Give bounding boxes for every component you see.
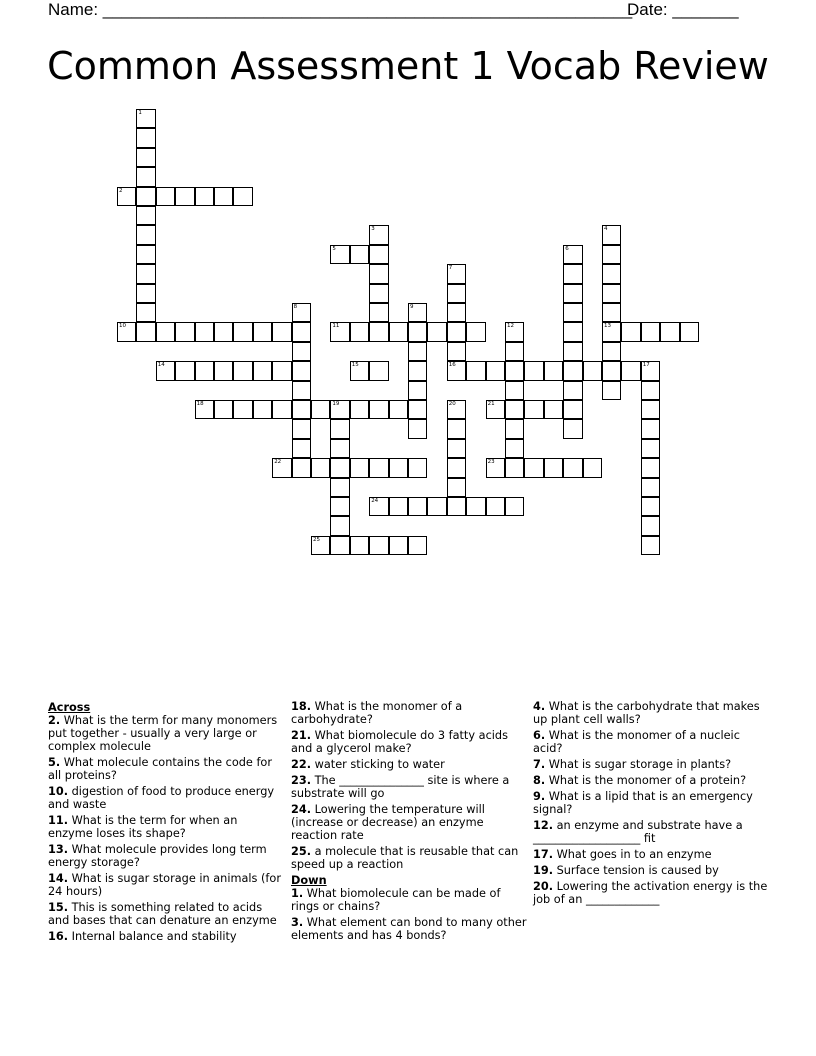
crossword-cell[interactable] [408, 419, 427, 438]
crossword-cell[interactable] [292, 400, 311, 419]
clue-text: a molecule that is reusable that can speed up a reaction [291, 845, 519, 871]
crossword-cell[interactable] [156, 322, 175, 341]
crossword-cell[interactable] [641, 381, 660, 400]
clue-text: What biomolecule do 3 fatty acids and a glycerol make? [291, 729, 508, 755]
crossword-cell[interactable] [292, 439, 311, 458]
crossword-cell[interactable] [136, 322, 155, 341]
clue [48, 843, 284, 869]
clue [291, 700, 527, 726]
clue-number: 18. [291, 700, 312, 713]
crossword-cell[interactable] [408, 342, 427, 361]
crossword-cell[interactable] [447, 419, 466, 438]
crossword-cell[interactable] [408, 381, 427, 400]
crossword-cell[interactable] [233, 361, 252, 380]
crossword-cell[interactable] [602, 284, 621, 303]
crossword-cell[interactable] [292, 419, 311, 438]
crossword-cell[interactable] [524, 361, 543, 380]
clue [48, 872, 284, 898]
crossword-cell[interactable] [641, 516, 660, 535]
cell-number: 6 [565, 245, 569, 252]
crossword-cell[interactable] [447, 322, 466, 341]
crossword-cell[interactable] [136, 148, 155, 167]
crossword-cell[interactable] [641, 478, 660, 497]
clue-number: 21. [291, 729, 312, 742]
clue-number: 22. [291, 758, 312, 771]
crossword-cell[interactable] [369, 497, 388, 516]
crossword-cell[interactable] [195, 361, 214, 380]
crossword-cell[interactable] [641, 361, 660, 380]
crossword-cell[interactable] [447, 361, 466, 380]
cell-number: 20 [448, 401, 456, 407]
crossword-cell[interactable] [408, 536, 427, 555]
crossword-cell[interactable] [136, 128, 155, 147]
crossword-cell[interactable] [369, 264, 388, 283]
clue-text: water sticking to water [311, 758, 445, 771]
clue-text: an enzyme and substrate have a ___________________ fit [533, 819, 743, 845]
crossword-cell[interactable] [292, 458, 311, 477]
clue [48, 785, 284, 811]
crossword-cell[interactable] [195, 187, 214, 206]
clue-text: What is the monomer of a protein? [545, 774, 747, 787]
crossword-cell[interactable] [447, 458, 466, 477]
crossword-cell[interactable] [408, 400, 427, 419]
clue [533, 880, 769, 906]
crossword-cell[interactable] [292, 361, 311, 380]
crossword-cell[interactable] [214, 322, 233, 341]
crossword-cell[interactable] [563, 361, 582, 380]
crossword-cell[interactable] [369, 225, 388, 244]
crossword-cell[interactable] [602, 245, 621, 264]
crossword-cell[interactable] [233, 322, 252, 341]
cell-number: 9 [410, 304, 414, 310]
crossword-cell[interactable] [524, 400, 543, 419]
crossword-cell[interactable] [641, 419, 660, 438]
section-heading-down: Down [291, 874, 327, 887]
crossword-cell[interactable] [330, 245, 349, 264]
cell-number: 25 [313, 536, 320, 543]
clue-number: 13. [48, 843, 69, 856]
crossword-cell[interactable] [136, 284, 155, 303]
crossword-cell[interactable] [447, 439, 466, 458]
crossword-cell[interactable] [427, 497, 446, 516]
clue-text: Internal balance and stability [68, 930, 237, 943]
crossword-cell[interactable] [486, 458, 505, 477]
clue-text: Lowering the temperature will (increase or decrease) an enzyme reaction rate [291, 803, 485, 842]
crossword-cell[interactable] [311, 458, 330, 477]
cell-number: 4 [604, 226, 608, 233]
crossword-cell[interactable] [641, 497, 660, 516]
crossword-cell[interactable] [505, 419, 524, 438]
crossword-cell[interactable] [389, 458, 408, 477]
crossword-cell[interactable] [563, 322, 582, 341]
clue [533, 774, 769, 787]
cell-number: 10 [119, 323, 126, 330]
clue-text: digestion of food to produce energy and waste [48, 785, 275, 811]
crossword-cell[interactable] [369, 536, 388, 555]
crossword-cell[interactable] [195, 322, 214, 341]
crossword-cell[interactable] [253, 400, 272, 419]
crossword-cell[interactable] [175, 187, 194, 206]
crossword-cell[interactable] [389, 536, 408, 555]
crossword-cell[interactable] [350, 400, 369, 419]
cell-number: 5 [332, 245, 336, 252]
clue-text: What is the term for when an enzyme loses its shape? [48, 814, 238, 840]
crossword-cell[interactable] [641, 400, 660, 419]
clue [48, 714, 284, 753]
crossword-cell[interactable] [117, 187, 136, 206]
clue-text: What molecule contains the code for all proteins? [48, 756, 272, 782]
crossword-cell[interactable] [330, 458, 349, 477]
clue [291, 729, 527, 755]
clue-text: What is the term for many monomers put together - usually a very large or complex molecule [48, 714, 278, 753]
clue-number: 19. [533, 864, 554, 877]
crossword-cell[interactable] [563, 264, 582, 283]
cell-number: 19 [332, 401, 340, 407]
crossword-cell[interactable] [175, 361, 194, 380]
crossword-cell[interactable] [117, 322, 136, 341]
cell-number: 8 [293, 304, 298, 310]
clue-column-3 [533, 700, 769, 909]
crossword-cell[interactable] [505, 381, 524, 400]
crossword-cell[interactable] [272, 322, 291, 341]
crossword-cell[interactable] [641, 322, 660, 341]
clue-number: 2. [48, 714, 61, 727]
crossword-cell[interactable] [408, 458, 427, 477]
clue-text: What element can bond to many other elements and has 4 bonds? [291, 916, 527, 942]
crossword-cell[interactable] [233, 187, 252, 206]
crossword-cell[interactable] [524, 458, 543, 477]
crossword-cell[interactable] [389, 322, 408, 341]
crossword-cell[interactable] [427, 322, 446, 341]
crossword-cell[interactable] [486, 400, 505, 419]
cell-number: 22 [274, 459, 282, 466]
crossword-cell[interactable] [563, 284, 582, 303]
crossword-cell[interactable] [330, 478, 349, 497]
crossword-cell[interactable] [233, 400, 252, 419]
crossword-cell[interactable] [214, 400, 233, 419]
crossword-cell[interactable] [602, 322, 621, 341]
crossword-cell[interactable] [563, 458, 582, 477]
clue-number: 17. [533, 848, 554, 861]
clue-number: 5. [48, 756, 61, 769]
cell-number: 7 [448, 265, 453, 272]
crossword-cell[interactable] [563, 419, 582, 438]
crossword-cell[interactable] [311, 400, 330, 419]
crossword-cell[interactable] [447, 497, 466, 516]
crossword-cell[interactable] [389, 497, 408, 516]
crossword-cell[interactable] [447, 478, 466, 497]
clue-text: What is the monomer of a carbohydrate? [291, 700, 463, 726]
crossword-cell[interactable] [602, 225, 621, 244]
crossword-cell[interactable] [350, 245, 369, 264]
clue-number: 15. [48, 901, 69, 914]
clue-text: What goes in to an enzyme [553, 848, 712, 861]
clue-text: What molecule provides long term energy storage? [48, 843, 267, 869]
crossword-cell[interactable] [621, 322, 640, 341]
crossword-cell[interactable] [369, 303, 388, 322]
cell-number: 17 [642, 362, 650, 369]
crossword-cell[interactable] [563, 342, 582, 361]
crossword-cell[interactable] [505, 400, 524, 419]
crossword-cell[interactable] [505, 497, 524, 516]
clue-text: What is the carbohydrate that makes up plant cell walls? [533, 700, 760, 726]
crossword-cell[interactable] [175, 322, 194, 341]
crossword-cell[interactable] [136, 225, 155, 244]
crossword-cell[interactable] [563, 245, 582, 264]
crossword-cell[interactable] [544, 458, 563, 477]
cell-number: 21 [487, 401, 495, 407]
clue-number: 4. [533, 700, 546, 713]
clue [291, 916, 527, 942]
crossword-cell[interactable] [389, 400, 408, 419]
cell-number: 2 [119, 187, 123, 194]
crossword-cell[interactable] [195, 400, 214, 419]
crossword-cell[interactable] [447, 303, 466, 322]
clue-text: What is sugar storage in plants? [545, 758, 732, 771]
crossword-cell[interactable] [408, 361, 427, 380]
crossword-cell[interactable] [408, 322, 427, 341]
clue-number: 9. [533, 790, 546, 803]
clue [533, 790, 769, 816]
clue-text: What is a lipid that is an emergency signal? [533, 790, 753, 816]
crossword-cell[interactable] [447, 264, 466, 283]
clue-text: What biomolecule can be made of rings or chains? [291, 887, 501, 913]
crossword-cell[interactable] [641, 458, 660, 477]
clue-text: Surface tension is caused by [553, 864, 719, 877]
crossword-cell[interactable] [505, 361, 524, 380]
cell-number: 24 [371, 498, 379, 504]
crossword-cell[interactable] [447, 342, 466, 361]
clue [48, 756, 284, 782]
crossword-cell[interactable] [447, 284, 466, 303]
crossword-cell[interactable] [369, 400, 388, 419]
crossword-cell[interactable] [563, 381, 582, 400]
crossword-cell[interactable] [136, 187, 155, 206]
clue-number: 24. [291, 803, 312, 816]
crossword-cell[interactable] [350, 361, 369, 380]
crossword-cell[interactable] [505, 322, 524, 341]
crossword-cell[interactable] [214, 187, 233, 206]
clue [291, 887, 527, 913]
crossword-cell[interactable] [466, 361, 485, 380]
clue [533, 848, 769, 861]
crossword-cell[interactable] [136, 167, 155, 186]
clue-text: Lowering the activation energy is the job of an _____________ [533, 880, 768, 906]
clue-number: 10. [48, 785, 69, 798]
clue-text: What is sugar storage in animals (for 24 hours) [48, 872, 281, 898]
clue-number: 7. [533, 758, 546, 771]
clue [48, 814, 284, 840]
crossword-cell[interactable] [214, 361, 233, 380]
crossword-cell[interactable] [136, 303, 155, 322]
crossword-cell[interactable] [330, 322, 349, 341]
crossword-cell[interactable] [621, 361, 640, 380]
crossword-cell[interactable] [583, 361, 602, 380]
clue-number: 8. [533, 774, 546, 787]
crossword-cell[interactable] [136, 109, 155, 128]
crossword-cell[interactable] [641, 439, 660, 458]
clue-number: 16. [48, 930, 69, 943]
crossword-cell[interactable] [369, 322, 388, 341]
crossword-cell[interactable] [253, 322, 272, 341]
crossword-cell[interactable] [350, 536, 369, 555]
crossword-cell[interactable] [292, 303, 311, 322]
page-title: Common Assessment 1 Vocab Review [47, 44, 769, 88]
clue [291, 803, 527, 842]
crossword-cell[interactable] [408, 303, 427, 322]
clue-number: 1. [291, 887, 304, 900]
clue [533, 729, 769, 755]
crossword-cell[interactable] [136, 264, 155, 283]
crossword-cell[interactable] [602, 381, 621, 400]
crossword-cell[interactable] [350, 458, 369, 477]
crossword-cell[interactable] [466, 497, 485, 516]
clue [291, 774, 527, 800]
crossword-cell[interactable] [408, 497, 427, 516]
cell-number: 23 [487, 459, 495, 466]
clue [291, 758, 527, 771]
crossword-cell[interactable] [447, 400, 466, 419]
clue-column-2 [291, 700, 527, 945]
clue-number: 25. [291, 845, 312, 858]
crossword-cell[interactable] [680, 322, 699, 341]
clue-text: What is the monomer of a nucleic acid? [533, 729, 740, 755]
crossword-cell[interactable] [602, 303, 621, 322]
clue-number: 14. [48, 872, 69, 885]
crossword-cell[interactable] [350, 322, 369, 341]
crossword-cell[interactable] [272, 361, 291, 380]
crossword-cell[interactable] [369, 284, 388, 303]
crossword-cell[interactable] [369, 361, 388, 380]
crossword-cell[interactable] [660, 322, 679, 341]
crossword-cell[interactable] [369, 245, 388, 264]
crossword-cell[interactable] [330, 419, 349, 438]
crossword-cell[interactable] [563, 400, 582, 419]
crossword-cell[interactable] [486, 361, 505, 380]
crossword-cell[interactable] [602, 342, 621, 361]
crossword-cell[interactable] [505, 458, 524, 477]
crossword-cell[interactable] [330, 497, 349, 516]
crossword-cell[interactable] [272, 400, 291, 419]
crossword-cell[interactable] [369, 458, 388, 477]
crossword-cell[interactable] [330, 439, 349, 458]
clue [291, 845, 527, 871]
crossword-cell[interactable] [486, 497, 505, 516]
crossword-cell[interactable] [292, 342, 311, 361]
crossword-cell[interactable] [330, 536, 349, 555]
clue [48, 901, 284, 927]
crossword-cell[interactable] [136, 206, 155, 225]
clue [48, 930, 284, 943]
crossword-cell[interactable] [156, 187, 175, 206]
crossword-cell[interactable] [641, 536, 660, 555]
crossword-cell[interactable] [602, 361, 621, 380]
crossword-cell[interactable] [330, 516, 349, 535]
crossword-cell[interactable] [583, 458, 602, 477]
clue-number: 12. [533, 819, 554, 832]
clue-number: 6. [533, 729, 546, 742]
section-heading-across: Across [48, 701, 91, 714]
cell-number: 14 [157, 362, 165, 369]
clue-column-1 [48, 700, 284, 946]
cell-number: 13 [604, 323, 611, 330]
crossword-cell[interactable] [136, 245, 155, 264]
cell-number: 18 [196, 401, 204, 407]
cell-number: 12 [507, 323, 514, 330]
clue-number: 3. [291, 916, 304, 929]
crossword-cell[interactable] [505, 439, 524, 458]
name-line[interactable]: Name: ________________________________________________________ [48, 0, 633, 19]
crossword-cell[interactable] [292, 381, 311, 400]
crossword-cell[interactable] [602, 264, 621, 283]
clue [533, 819, 769, 845]
cell-number: 11 [332, 323, 340, 330]
cell-number: 3 [371, 226, 375, 233]
crossword-cell[interactable] [253, 361, 272, 380]
crossword-cell[interactable] [272, 458, 291, 477]
crossword-cell[interactable] [544, 400, 563, 419]
clue-text: This is something related to acids and bases that can denature an enzyme [48, 901, 277, 927]
clue [533, 758, 769, 771]
cell-number: 1 [138, 110, 142, 116]
crossword-cell[interactable] [466, 322, 485, 341]
clue-number: 23. [291, 774, 312, 787]
clue-text: The _______________ site is where a substrate will go [291, 774, 510, 800]
crossword-cell[interactable] [563, 303, 582, 322]
clue-number: 11. [48, 814, 69, 827]
cell-number: 15 [351, 362, 359, 369]
date-line[interactable]: Date: _______ [627, 0, 739, 19]
crossword-cell[interactable] [330, 400, 349, 419]
cell-number: 16 [448, 362, 456, 369]
crossword-cell[interactable] [505, 342, 524, 361]
crossword-cell[interactable] [544, 361, 563, 380]
crossword-cell[interactable] [156, 361, 175, 380]
crossword-cell[interactable] [292, 322, 311, 341]
clue-number: 20. [533, 880, 554, 893]
crossword-cell[interactable] [311, 536, 330, 555]
clue [533, 864, 769, 877]
clue [533, 700, 769, 726]
